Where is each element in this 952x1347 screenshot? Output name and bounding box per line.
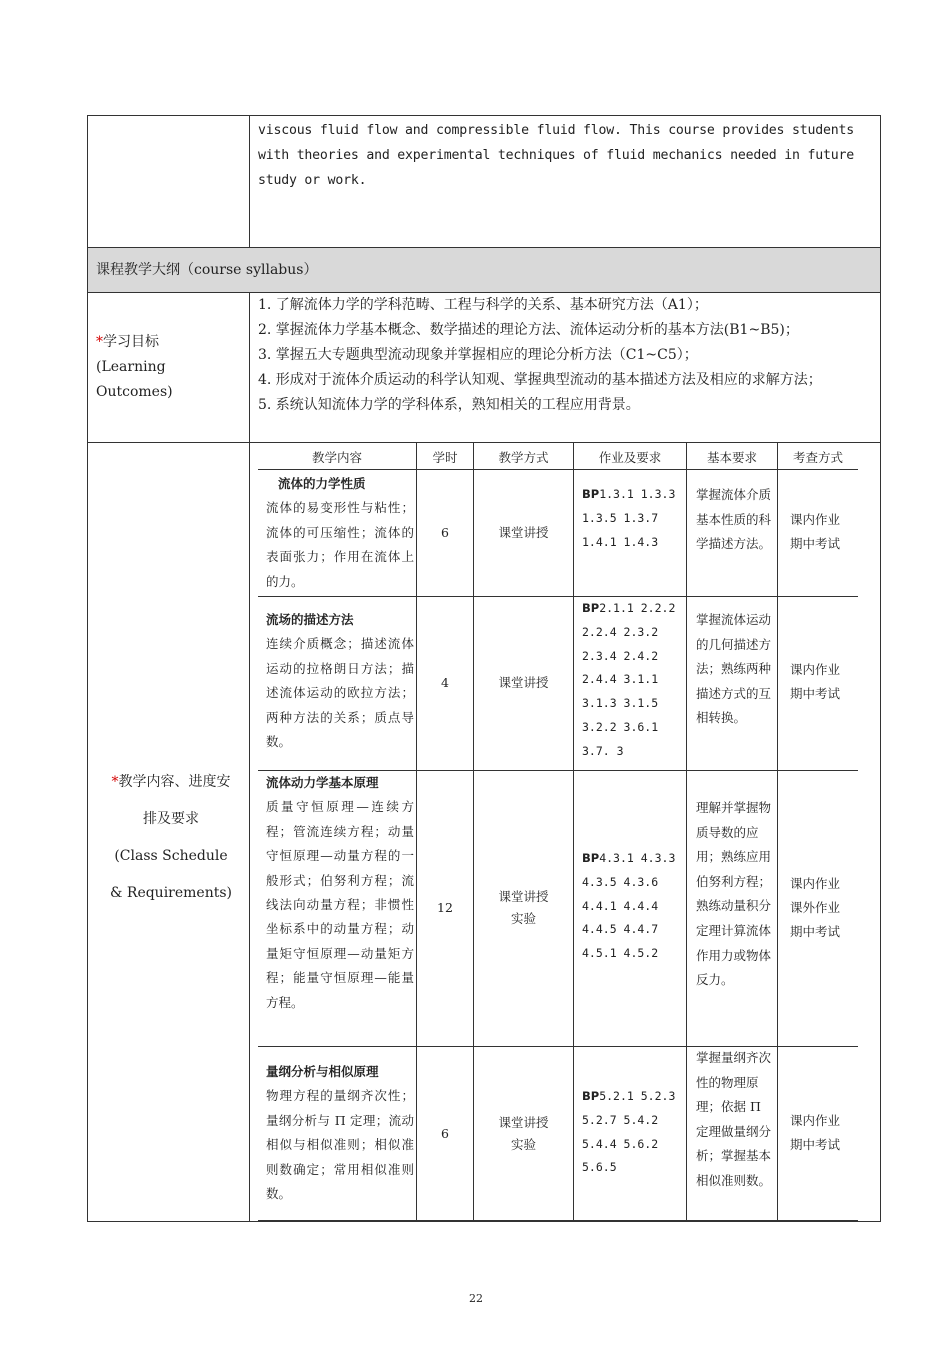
row-3-hours: 12 (437, 900, 453, 915)
inner-column-divider (777, 443, 778, 1220)
row-4-method-line: 实验 (510, 1137, 536, 1152)
header-method: 教学方式 (498, 450, 549, 465)
learning-outcome-item: 3. 掌握五大专题典型流动现象并掌握相应的理论分析方法（C1~C5）； (258, 347, 698, 363)
row-2-homework (582, 597, 686, 764)
row-4-hours: 6 (441, 1126, 449, 1141)
row-4-homework (582, 1085, 686, 1180)
row-1-method-line: 课堂讲授 (498, 525, 549, 540)
learning-outcomes-list (258, 293, 876, 418)
inner-column-divider (573, 443, 574, 1220)
assessment-line: 课内作业 (790, 662, 841, 677)
assessment-line: 课内作业 (790, 876, 841, 891)
learning-outcomes-label (96, 330, 246, 405)
header-content: 教学内容 (311, 450, 362, 465)
row-2-hours: 4 (441, 675, 449, 690)
row-4-assessment (790, 1109, 860, 1157)
row-1-method (474, 522, 573, 544)
row-4-content (266, 1060, 414, 1206)
row-1-hours: 6 (441, 525, 449, 540)
header-requirement: 基本要求 (706, 450, 757, 465)
assessment-line: 期中考试 (790, 536, 841, 551)
schedule-label-line: 排及要求 (143, 811, 199, 827)
row-2-title: 流场的描述方法 (266, 612, 354, 627)
row-3-assessment (790, 872, 860, 944)
hw-prefix: BP (582, 851, 600, 865)
learning-outcome-item: 5. 系统认知流体力学的学科体系，熟知相关的工程应用背景。 (258, 397, 640, 413)
row-1-content (266, 472, 414, 594)
inner-column-divider (686, 443, 687, 1220)
assessment-line: 课内作业 (790, 1113, 841, 1128)
hw-prefix: BP (582, 601, 600, 615)
inner-row-divider (258, 1220, 858, 1221)
schedule-label-line: (Class Schedule (114, 848, 228, 864)
row-2-content (266, 608, 414, 754)
row-3-requirement: 理解并掌握物质导数的应用；熟练应用伯努利方程；熟练动量积分定理计算流体作用力或物体反力。 (696, 800, 772, 988)
row-divider (88, 442, 880, 443)
row-3-homework (582, 847, 686, 966)
required-star: * (111, 774, 119, 790)
required-star: * (96, 334, 103, 350)
row-4-method (474, 1112, 573, 1156)
learning-outcome-item: 2. 掌握流体力学基本概念、数学描述的理论方法、流体运动分析的基本方法(B1~B5)； (258, 322, 799, 338)
row-2-requirement: 掌握流体运动的几何描述方法；熟练两种描述方式的互相转换。 (696, 612, 772, 726)
row-4-body: 物理方程的量纲齐次性；量纲分析与 Π 定理；流动相似与相似准则；相似准则数确定；常用相似准则数。 (266, 1088, 414, 1202)
row-2-method-line: 课堂讲授 (498, 675, 549, 690)
header-assessment: 考查方式 (792, 450, 843, 465)
row-3-method-line: 实验 (510, 911, 536, 926)
row-1-homework (582, 483, 686, 554)
row-2-body: 连续介质概念；描述流体运动的拉格朗日方法；描述流体运动的欧拉方法；两种方法的关系；质点导数。 (266, 636, 414, 750)
header-hours: 学时 (432, 450, 458, 465)
learning-outcomes-label-cn: 学习目标 (103, 334, 159, 350)
assessment-line: 课内作业 (790, 512, 841, 527)
row-4-title: 量纲分析与相似原理 (266, 1064, 379, 1079)
header-homework: 作业及要求 (598, 450, 662, 465)
assessment-line: 课外作业 (790, 900, 841, 915)
inner-column-divider (416, 443, 417, 1220)
row-3-method-line: 课堂讲授 (498, 889, 549, 904)
hw-numbers: 1.3.1 1.3.3 1.3.5 1.3.7 1.4.1 1.4.3 (582, 487, 676, 549)
schedule-label (96, 764, 246, 912)
assessment-line: 期中考试 (790, 924, 841, 939)
row-2-method (474, 672, 573, 694)
row-3-body: 质量守恒原理—连续方程；管流连续方程；动量守恒原理—动量方程的一般形式；伯努利方程；流线法向动量方程；非惯性坐标系中的动量方程；动量矩守恒原理—动量矩方程；能量守恒原理—能量方程。 (266, 799, 414, 1010)
inner-column-divider (473, 443, 474, 1220)
row-3-method (474, 886, 573, 930)
row-3-content (266, 771, 414, 1015)
schedule-label-line: & Requirements) (109, 885, 233, 901)
row-2-assessment (790, 658, 860, 706)
learning-outcomes-label-en-1: (Learning (96, 359, 166, 375)
row-1-assessment (790, 508, 860, 556)
row-4-method-line: 课堂讲授 (498, 1115, 549, 1130)
inner-row-divider (258, 469, 858, 470)
schedule-label-line: 教学内容、进度安 (118, 774, 231, 790)
learning-outcome-item: 4. 形成对于流体介质运动的科学认知观、掌握典型流动的基本描述方法及相应的求解方法； (258, 372, 822, 388)
assessment-line: 期中考试 (790, 686, 841, 701)
hw-numbers: 2.1.1 2.2.2 2.2.4 2.3.2 2.3.4 2.4.2 2.4.4 3.1.1 3.1.3 3.1.5 3.2.2 3.6.1 3.7. 3 (582, 601, 676, 758)
row-1-body: 流体的易变形性与粘性；流体的可压缩性；流体的表面张力；作用在流体上的力。 (266, 500, 414, 589)
hw-numbers: 4.3.1 4.3.3 4.3.5 4.3.6 4.4.1 4.4.4 4.4.5 4.4.7 4.5.1 4.5.2 (582, 851, 676, 961)
hw-prefix: BP (582, 1089, 600, 1103)
page-number: 22 (469, 1292, 483, 1305)
course-description-text: viscous fluid flow and compressible fluid flow. This course provides students with theories and experimental techniques of fluid mechanics needed in future study or work. (258, 123, 854, 188)
row-1-title: 流体的力学性质 (278, 476, 366, 491)
hw-prefix: BP (582, 487, 600, 501)
learning-outcomes-label-en-2: Outcomes) (96, 384, 173, 400)
row-3-title: 流体动力学基本原理 (266, 775, 379, 790)
assessment-line: 期中考试 (790, 1137, 841, 1152)
row-1-requirement: 掌握流体介质基本性质的科学描述方法。 (696, 487, 772, 552)
row-4-requirement: 掌握量纲齐次性的物理原理；依据 Π 定理做量纲分析；掌握基本相似准则数。 (696, 1050, 772, 1188)
syllabus-header: 课程教学大纲（course syllabus） (96, 262, 318, 278)
hw-numbers: 5.2.1 5.2.3 5.2.7 5.4.2 5.4.4 5.6.2 5.6.5 (582, 1089, 676, 1175)
learning-outcome-item: 1. 了解流体力学的学科范畴、工程与科学的关系、基本研究方法（A1）； (258, 297, 708, 313)
inner-row-divider (258, 596, 858, 597)
